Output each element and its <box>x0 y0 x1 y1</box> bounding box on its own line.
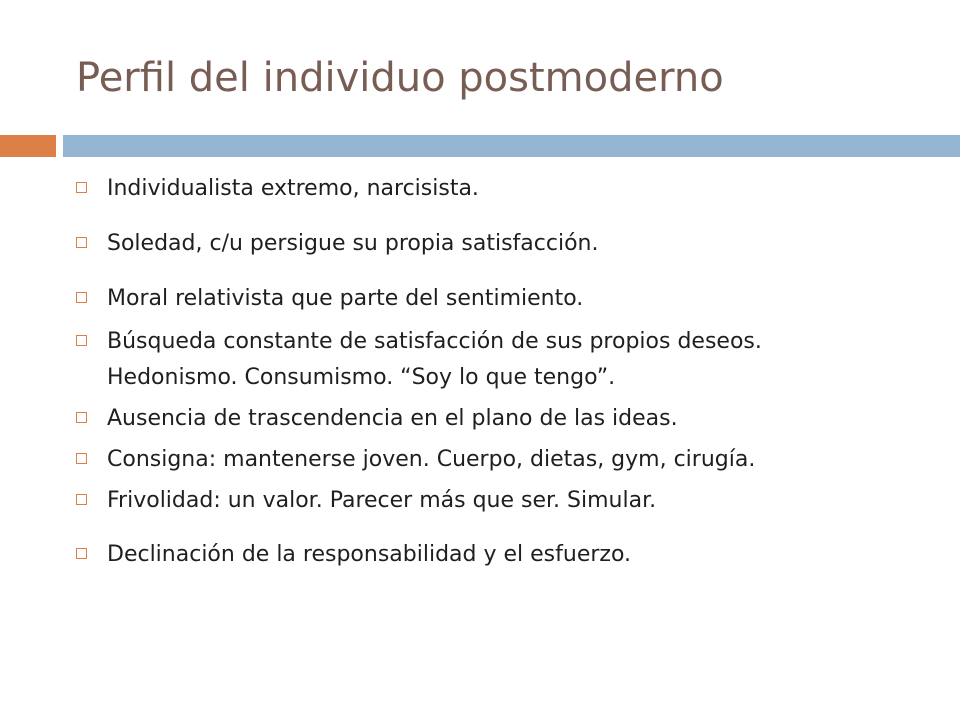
bullet-item <box>74 399 864 439</box>
bullet-list <box>74 169 864 589</box>
bullet-text: Frivolidad: un valor. Parecer más que ser. Simular. <box>107 488 657 513</box>
bullet-text: Moral relativista que parte del sentimiento. <box>107 286 584 311</box>
bullet-item <box>74 442 864 478</box>
bullet-text: Soledad, c/u persigue su propia satisfacción. <box>107 231 599 256</box>
bullet-text: Declinación de la responsabilidad y el esfuerzo. <box>107 542 632 567</box>
bullet-text: Ausencia de trascendencia en el plano de las ideas. <box>107 406 678 431</box>
hollow-square-icon <box>76 453 87 464</box>
bullet-text: Consigna: mantenerse joven. Cuerpo, dietas, gym, cirugía. <box>107 447 756 472</box>
title-rule-accent-left <box>0 135 56 157</box>
bullet-item <box>74 481 864 521</box>
bullet-item <box>74 169 864 209</box>
hollow-square-icon <box>76 292 87 303</box>
bullet-item <box>74 224 864 264</box>
bullet-item <box>74 279 864 319</box>
title-rule-accent-right <box>63 135 960 157</box>
bullet-text: Individualista extremo, narcisista. <box>107 176 479 201</box>
hollow-square-icon <box>76 335 87 346</box>
bullet-item <box>74 324 864 396</box>
bullet-text: Búsqueda constante de satisfacción de sus propios deseos. Hedonismo. Consumismo. “Soy lo que tengo”. <box>107 329 762 390</box>
hollow-square-icon <box>76 237 87 248</box>
slide-title: Perfil del individuo postmoderno <box>76 55 724 101</box>
hollow-square-icon <box>76 548 87 559</box>
hollow-square-icon <box>76 412 87 423</box>
hollow-square-icon <box>76 494 87 505</box>
bullet-item <box>74 535 864 575</box>
hollow-square-icon <box>76 182 87 193</box>
